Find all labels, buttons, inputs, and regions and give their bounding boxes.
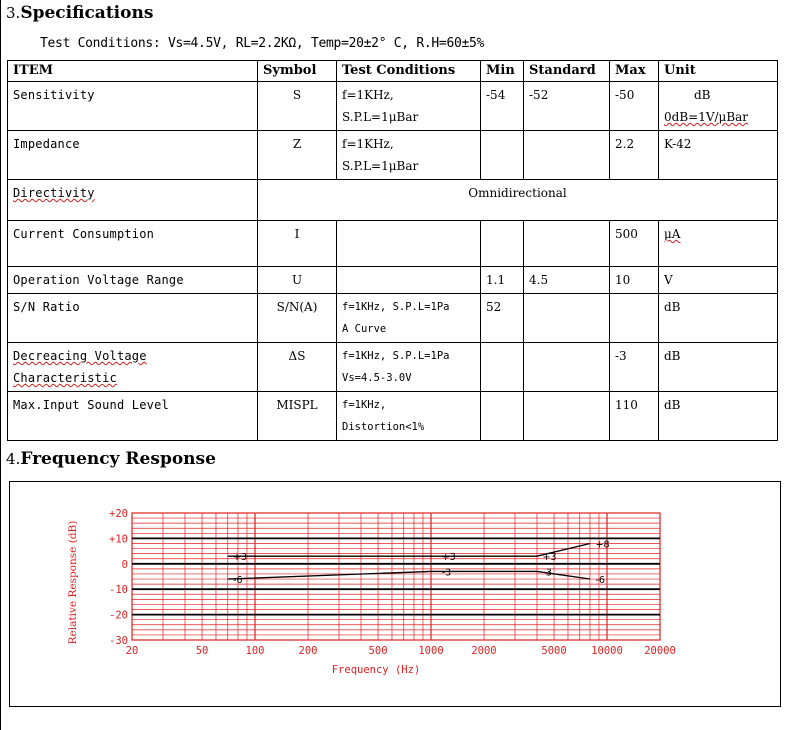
standard-cell (524, 392, 610, 441)
test-condition-line: f=1KHz, (342, 88, 394, 102)
test-conditions-line: Test Conditions: Vs=4.5V, RL=2.2KΩ, Temp=20±2° C, R.H=60±5% (40, 36, 485, 51)
item-cell: Max.Input Sound Level (8, 392, 258, 441)
unit-cell: dB (659, 392, 778, 441)
y-tick-label: +20 (109, 508, 128, 520)
unit-cell (659, 82, 778, 131)
test-conditions-cell (337, 131, 481, 180)
test-conditions-cell (337, 82, 481, 131)
header-test-conditions: Test Conditions (337, 61, 481, 82)
item-cell: Impedance (8, 131, 258, 180)
symbol-cell: MISPL (258, 392, 337, 441)
symbol-cell: U (258, 267, 337, 294)
standard-cell: 4.5 (524, 267, 610, 294)
max-cell: -3 (610, 343, 659, 392)
symbol-cell: I (258, 221, 337, 267)
table-row (8, 131, 778, 180)
test-condition-line: S.P.L=1μBar (342, 110, 419, 124)
x-tick-label: 1000 (418, 645, 444, 657)
min-cell: 52 (481, 294, 524, 343)
test-condition-line: f=1KHz, S.P.L=1Pa (342, 350, 450, 362)
test-conditions-cell (337, 294, 481, 343)
curve-annotation: +3 (542, 552, 557, 564)
header-standard: Standard (524, 61, 610, 82)
item-label: Decreacing Voltage Characteristic (13, 349, 147, 385)
item-cell: Current Consumption (8, 221, 258, 267)
test-condition-line: f=1KHz, (342, 137, 394, 151)
table-header-row (8, 61, 778, 82)
table-row (8, 180, 778, 221)
max-cell: 2.2 (610, 131, 659, 180)
standard-cell: -52 (524, 82, 610, 131)
table-row (8, 392, 778, 441)
y-tick-label: -20 (109, 609, 128, 622)
test-condition-line: A Curve (342, 323, 387, 335)
test-condition-line: Distortion<1% (342, 421, 425, 433)
header-item: ITEM (8, 61, 258, 82)
tolerance-curve (228, 571, 590, 579)
tolerance-curve (228, 543, 590, 556)
header-symbol: Symbol (258, 61, 337, 82)
test-condition-line: f=1KHz, (342, 399, 387, 411)
section-3-heading (6, 3, 153, 23)
curve-annotation: +8 (595, 539, 610, 551)
header-unit: Unit (659, 61, 778, 82)
curve-annotation: +3 (233, 552, 248, 564)
frequency-response-chart (10, 482, 780, 706)
left-border-line (0, 0, 1, 730)
x-tick-label: 200 (298, 645, 318, 657)
unit-cell (659, 221, 778, 267)
curve-annotation: +3 (441, 552, 456, 564)
min-cell: -54 (481, 82, 524, 131)
section-3-title: Specifications (20, 3, 154, 23)
y-axis-label: Relative Response (dB) (67, 520, 79, 645)
symbol-cell: Z (258, 131, 337, 180)
x-tick-label: 500 (368, 645, 388, 657)
standard-cell (524, 294, 610, 343)
curve-annotation: -6 (233, 575, 243, 587)
unit-line: 0dB=1V/μBar (664, 110, 749, 124)
max-cell: 10 (610, 267, 659, 294)
min-cell (481, 131, 524, 180)
y-tick-label: 0 (121, 558, 128, 571)
y-tick-label: -10 (109, 584, 128, 597)
x-tick-label: 5000 (541, 645, 567, 657)
header-min: Min (481, 61, 524, 82)
symbol-cell: S/N(A) (258, 294, 337, 343)
item-cell (8, 343, 258, 392)
min-cell (481, 392, 524, 441)
max-cell: 110 (610, 392, 659, 441)
standard-cell (524, 221, 610, 267)
section-4-title: Frequency Response (20, 449, 216, 469)
x-tick-label: 2000 (471, 645, 497, 657)
unit-line: dB (694, 88, 711, 102)
test-condition-line: S.P.L=1μBar (342, 159, 419, 173)
table-row (8, 221, 778, 267)
item-cell: Sensitivity (8, 82, 258, 131)
header-max: Max (610, 61, 659, 82)
max-cell: -50 (610, 82, 659, 131)
table-row (8, 82, 778, 131)
test-condition-line: Vs=4.5-3.0V (342, 372, 412, 384)
curve-annotation: -6 (595, 575, 605, 587)
section-3-number: 3. (6, 4, 21, 22)
min-cell (481, 221, 524, 267)
curve-annotation: -3 (542, 567, 552, 579)
unit-cell: V (659, 267, 778, 294)
unit-cell: dB (659, 294, 778, 343)
y-tick-label: -30 (109, 635, 128, 647)
x-tick-label: 50 (195, 645, 209, 657)
standard-cell (524, 131, 610, 180)
item-cell (8, 180, 258, 221)
x-tick-label: 10000 (591, 645, 623, 657)
symbol-cell: ΔS (258, 343, 337, 392)
x-tick-label: 100 (245, 645, 265, 657)
max-cell: 500 (610, 221, 659, 267)
x-tick-label: 20 (125, 645, 139, 657)
unit-cell: dB (659, 343, 778, 392)
test-conditions-cell (337, 221, 481, 267)
item-cell: S/N Ratio (8, 294, 258, 343)
test-conditions-cell (337, 267, 481, 294)
frequency-response-chart-frame (9, 481, 781, 707)
specifications-table (7, 60, 778, 441)
table-row (8, 294, 778, 343)
min-cell (481, 343, 524, 392)
unit-cell: K-42 (659, 131, 778, 180)
item-cell: Operation Voltage Range (8, 267, 258, 294)
test-conditions-cell (337, 392, 481, 441)
unit-label: μA (664, 227, 681, 241)
section-4-number: 4. (6, 450, 21, 468)
item-label: Directivity (13, 186, 95, 200)
curve-annotation: -3 (441, 567, 452, 579)
symbol-cell: S (258, 82, 337, 131)
standard-cell (524, 343, 610, 392)
x-axis-label: Frequency (Hz) (331, 664, 421, 676)
x-tick-label: 20000 (644, 645, 676, 657)
directivity-value-cell: Omnidirectional (258, 180, 778, 221)
max-cell (610, 294, 659, 343)
table-row (8, 267, 778, 294)
section-4-heading (6, 449, 216, 469)
test-conditions-cell (337, 343, 481, 392)
plot-area-border (132, 513, 660, 640)
y-tick-label: +10 (109, 533, 128, 546)
table-row (8, 343, 778, 392)
min-cell: 1.1 (481, 267, 524, 294)
test-condition-line: f=1KHz, S.P.L=1Pa (342, 301, 450, 313)
